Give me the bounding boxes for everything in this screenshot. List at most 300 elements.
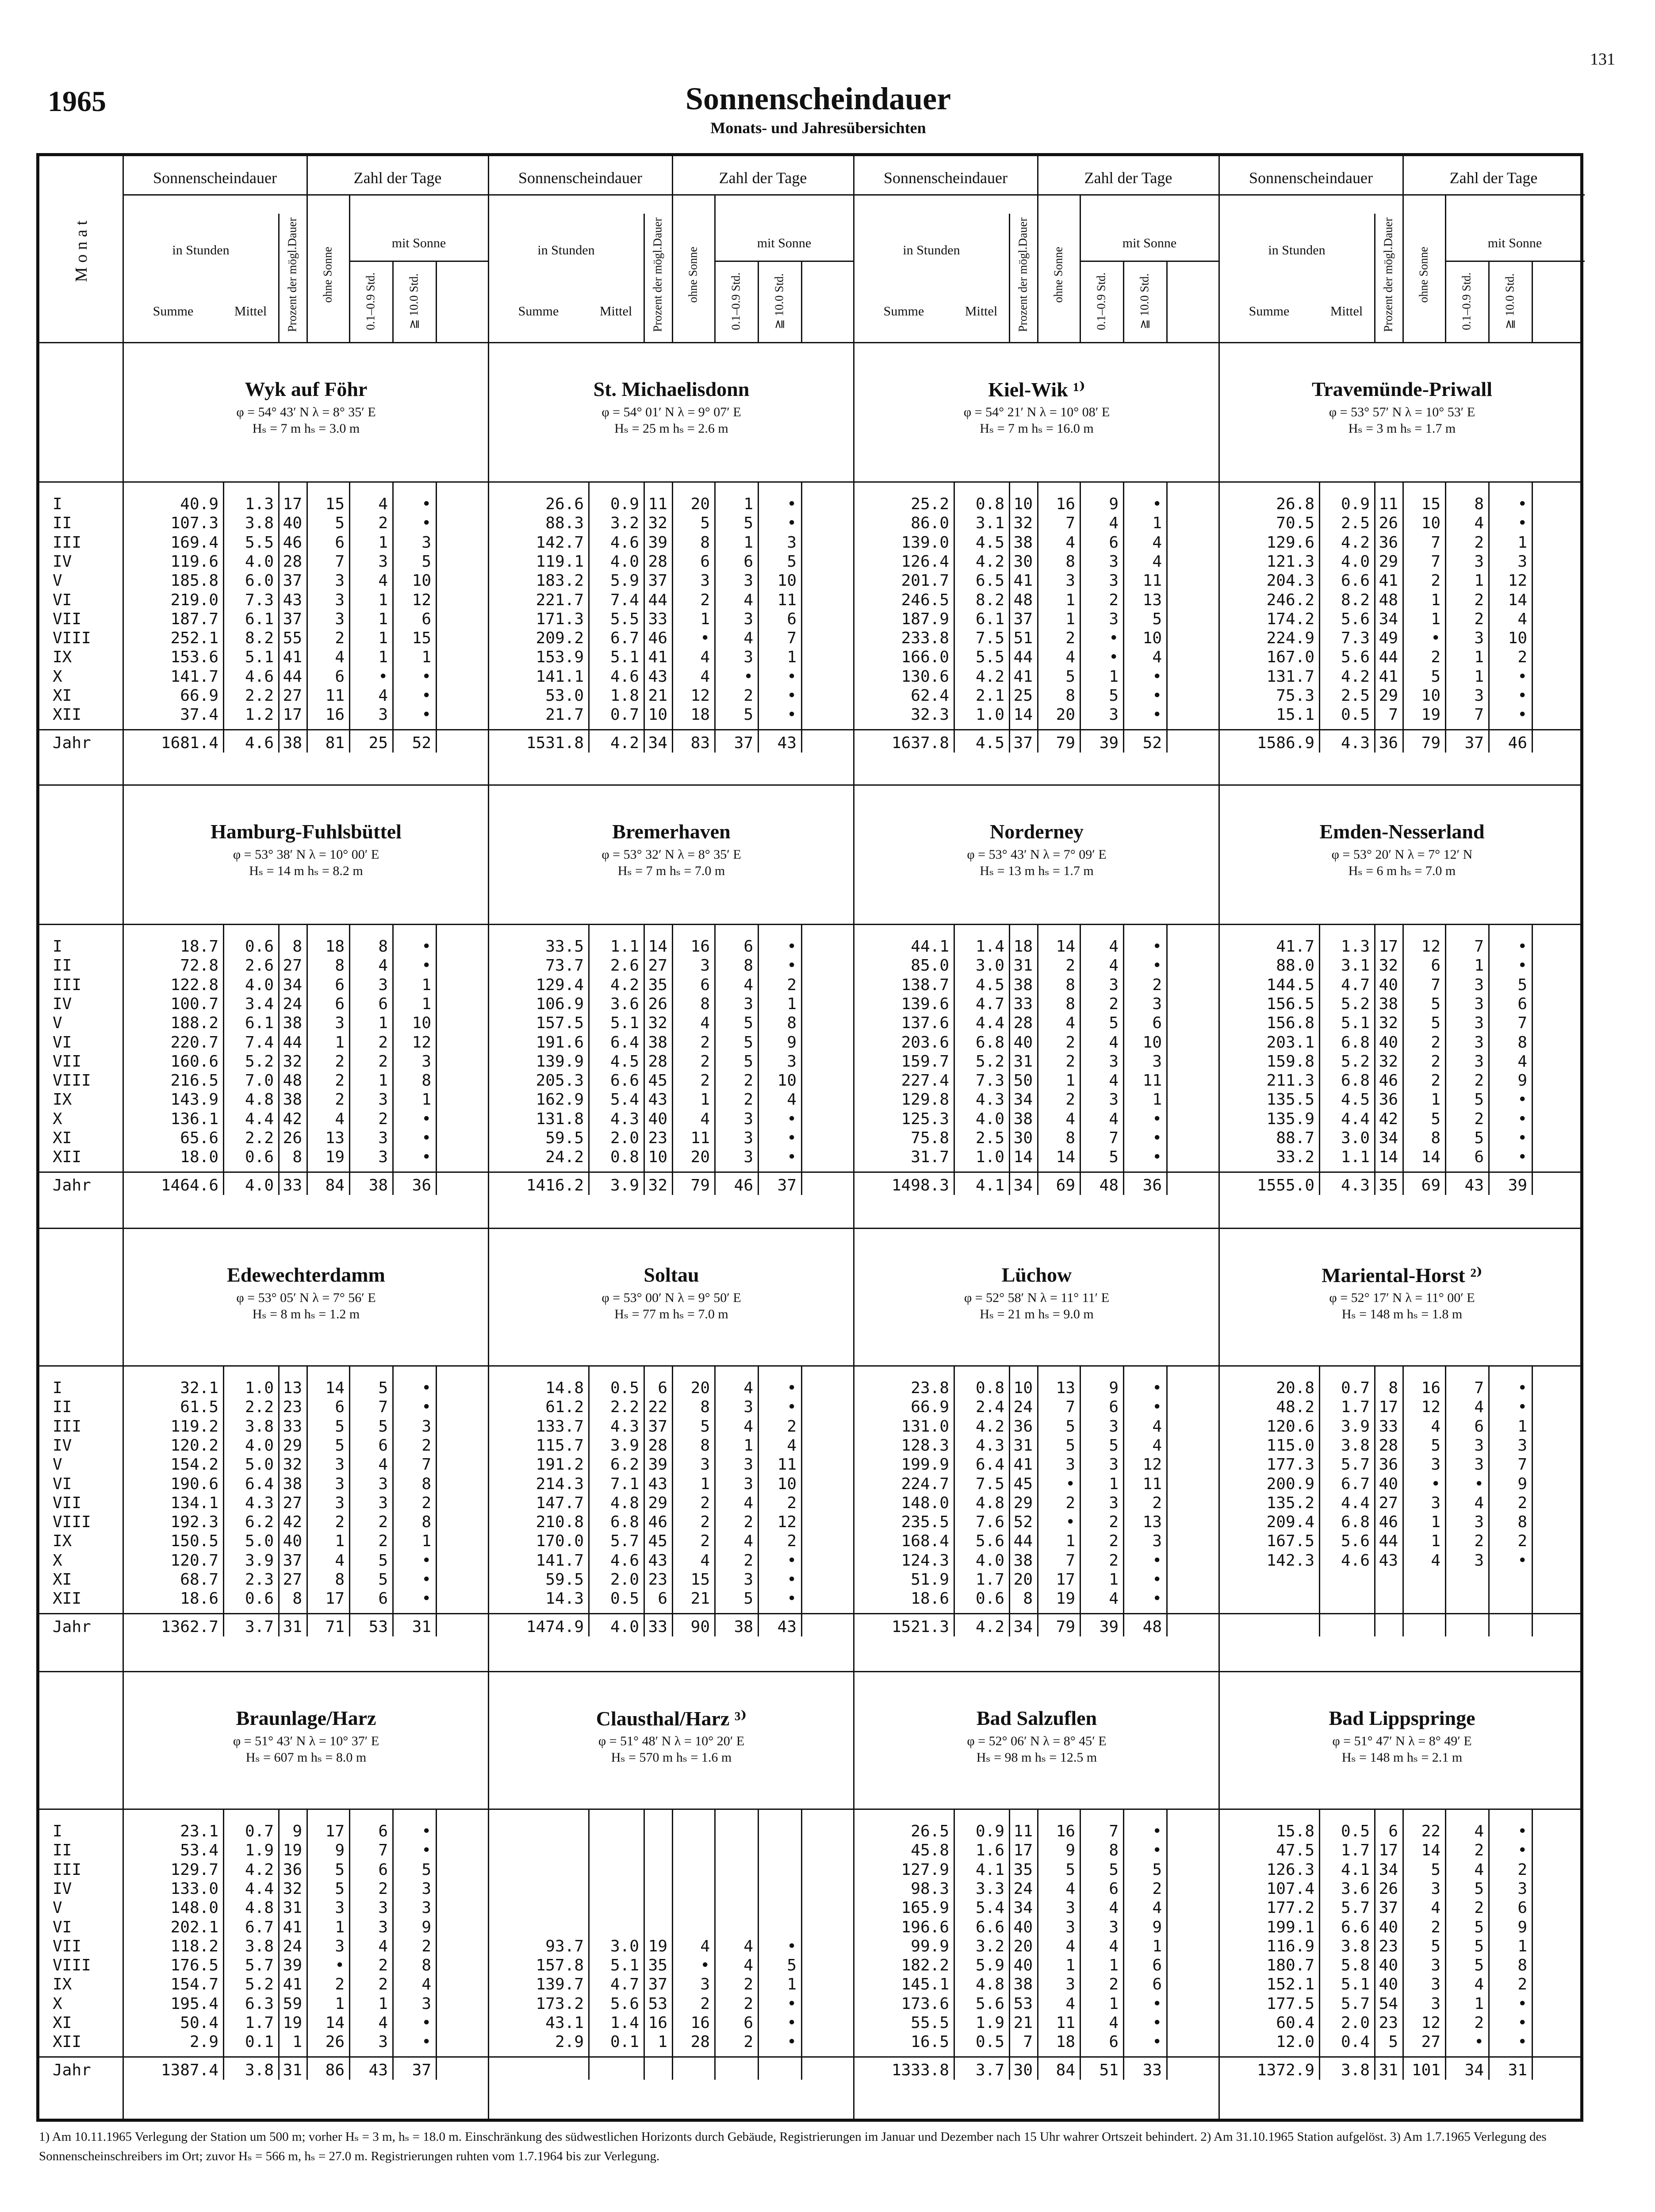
cell-value: 4 [743, 1956, 753, 1975]
cell-value: 27 [1379, 1494, 1398, 1512]
header-mit-sonne: mit Sonne [1122, 236, 1177, 250]
cell-value: 10 [1421, 514, 1440, 533]
cell-value: 48 [283, 1071, 302, 1090]
cell-value: • [1152, 1110, 1162, 1128]
month-label: II [53, 1841, 72, 1860]
header-mittel: Mittel [1330, 304, 1363, 319]
month-label: V [53, 1899, 62, 1917]
cell-value: 3 [335, 1937, 345, 1955]
station-name: Bremerhaven [612, 820, 731, 843]
jahr-value: 3.8 [1341, 2061, 1370, 2079]
cell-value: 5 [1065, 1417, 1075, 1436]
jahr-value: 30 [1013, 2061, 1033, 2079]
cell-value: 3.8 [245, 514, 274, 533]
cell-value: 4.8 [245, 1091, 274, 1109]
cell-value: 5 [378, 1417, 388, 1436]
jahr-value: 25 [368, 733, 388, 752]
month-label: III [53, 533, 82, 552]
cell-value: 5.6 [1341, 648, 1370, 667]
cell-value: 38 [648, 1033, 667, 1052]
month-label: III [53, 1417, 82, 1436]
cell-value: 7.1 [610, 1475, 639, 1493]
station-coordinates: φ = 53° 20′ N λ = 7° 12′ N [1331, 847, 1473, 862]
cell-value: 42 [283, 1110, 302, 1128]
page-number: 131 [1590, 50, 1615, 69]
cell-value: 2 [335, 1071, 345, 1090]
cell-value: 20 [690, 1379, 710, 1397]
month-label: II [53, 956, 72, 975]
cell-value: 2 [335, 1513, 345, 1532]
jahr-value: 1586.9 [1257, 733, 1314, 752]
month-label: VI [53, 1475, 72, 1493]
cell-value: 3.2 [975, 1937, 1004, 1955]
jahr-value: 1387.4 [161, 2061, 218, 2079]
cell-value: 59.5 [545, 1129, 584, 1147]
jahr-value: 101 [1411, 2061, 1440, 2079]
cell-value: • [787, 956, 797, 975]
cell-value: 51.9 [911, 1571, 949, 1589]
jahr-value: 43 [1464, 1176, 1484, 1194]
cell-value: 26 [1379, 514, 1398, 533]
cell-value: 4.0 [610, 552, 639, 571]
cell-value: • [787, 1129, 797, 1147]
jahr-value: 4.6 [245, 733, 274, 752]
station-name: Hamburg-Fuhlsbüttel [211, 820, 402, 843]
cell-value: 14 [1056, 937, 1075, 956]
cell-value: 0.9 [1341, 495, 1370, 513]
jahr-line [39, 1171, 1580, 1173]
cell-value: 3 [700, 1455, 710, 1474]
header-sub-h [349, 261, 489, 262]
station-coordinates: φ = 53° 57′ N λ = 10° 53′ E [1329, 405, 1475, 419]
cell-value: 2 [378, 1513, 388, 1532]
cell-value: 18.7 [180, 937, 218, 956]
cell-value: 4 [1065, 1937, 1075, 1955]
cell-value: • [787, 2033, 797, 2051]
cell-value: • [787, 706, 797, 724]
cell-value: • [787, 1379, 797, 1397]
cell-value: 46 [648, 629, 667, 648]
jahr-value: 34 [1464, 2061, 1484, 2079]
cell-value: 4 [1474, 1822, 1484, 1840]
cell-value: 2.9 [189, 2033, 218, 2051]
cell-value: 6 [378, 995, 388, 1013]
cell-value: 0.8 [975, 495, 1004, 513]
cell-value: 5 [1431, 1436, 1440, 1455]
cell-value: • [787, 937, 797, 956]
cell-value: 3.1 [1341, 956, 1370, 975]
jahr-value: 36 [1142, 1176, 1162, 1194]
cell-value: 36 [1013, 1417, 1033, 1436]
cell-value: 3 [1109, 706, 1119, 724]
jahr-value: 1498.3 [891, 1176, 949, 1194]
cell-value: • [787, 687, 797, 705]
cell-value: 10 [648, 1148, 667, 1167]
cell-value: 4 [743, 1494, 753, 1512]
cell-value: 41 [283, 1975, 302, 1994]
cell-value: 4 [1152, 1436, 1162, 1455]
cell-value: 36 [1379, 1091, 1398, 1109]
station-coordinates: φ = 54° 01′ N λ = 9° 07′ E [601, 405, 741, 419]
cell-value: 5 [1517, 975, 1527, 994]
cell-value: 18.6 [911, 1590, 949, 1608]
cell-value: 5 [1474, 1937, 1484, 1955]
cell-value: 133.0 [170, 1879, 218, 1898]
cell-value: 1 [1431, 1091, 1440, 1109]
jahr-value: 31 [412, 1617, 431, 1636]
cell-value: 7.5 [975, 629, 1004, 648]
jahr-line [39, 1613, 1580, 1614]
cell-value: 5 [378, 1379, 388, 1397]
cell-value: 0.9 [610, 495, 639, 513]
cell-value: 3 [1065, 1455, 1075, 1474]
cell-value: 3 [1474, 1052, 1484, 1071]
cell-value: 2.4 [975, 1398, 1004, 1417]
cell-value: 4.2 [245, 1860, 274, 1879]
cell-value: 26.8 [1276, 495, 1314, 513]
cell-value: 4 [1474, 1860, 1484, 1879]
header-sub-line [644, 214, 645, 342]
cell-value: 4 [378, 495, 388, 513]
header-zahl-der-tage: Zahl der Tage [353, 169, 442, 187]
cell-value: 4 [1152, 1417, 1162, 1436]
cell-value: 1 [378, 1071, 388, 1090]
cell-value: 1 [378, 1014, 388, 1033]
cell-value: 0.7 [245, 1822, 274, 1840]
header-sub-line [1166, 261, 1168, 342]
cell-value: 66.9 [180, 687, 218, 705]
cell-value: 17 [325, 1822, 345, 1840]
cell-value: 11 [777, 591, 797, 609]
cell-value: 4.0 [975, 1551, 1004, 1570]
cell-value: 13 [283, 1379, 302, 1397]
cell-value: 129.8 [901, 1091, 949, 1109]
cell-value: 148.0 [901, 1494, 949, 1512]
cell-value: • [1517, 1379, 1527, 1397]
cell-value: 3 [1474, 1513, 1484, 1532]
cell-value: 8 [1388, 1379, 1398, 1397]
cell-value: 5.1 [245, 648, 274, 667]
cell-value: 40 [1013, 1918, 1033, 1936]
cell-value: 16.5 [911, 2033, 949, 2051]
cell-value: 10 [412, 1014, 431, 1033]
cell-value: 37 [648, 1975, 667, 1994]
station-name: Wyk auf Föhr [245, 378, 368, 400]
month-label: IX [53, 1532, 72, 1551]
cell-value: 6 [421, 610, 431, 628]
cell-value: 5.2 [1341, 995, 1370, 1013]
jahr-value: 79 [1421, 733, 1440, 752]
cell-value: 5.6 [1341, 1532, 1370, 1551]
cell-value: • [1152, 2033, 1162, 2051]
cell-value: 6 [1109, 533, 1119, 552]
cell-value: 4.8 [975, 1975, 1004, 1994]
jahr-value: 36 [412, 1176, 431, 1194]
cell-value: 26.5 [911, 1822, 949, 1840]
cell-value: • [1152, 1148, 1162, 1167]
cell-value: 4.4 [1341, 1494, 1370, 1512]
cell-value: 27 [648, 956, 667, 975]
cell-value: 137.6 [901, 1014, 949, 1033]
cell-value: 6 [335, 1398, 345, 1417]
cell-value: 4 [1109, 1590, 1119, 1608]
cell-value: 1 [1431, 610, 1440, 628]
cell-value: 41 [1013, 1455, 1033, 1474]
jahr-value: 69 [1056, 1176, 1075, 1194]
cell-value: 7 [378, 1398, 388, 1417]
header-sonnenscheindauer: Sonnenscheindauer [1249, 169, 1373, 187]
cell-value: 44 [648, 591, 667, 609]
cell-value: 5 [1152, 1860, 1162, 1879]
station-coordinates: φ = 51° 43′ N λ = 10° 37′ E [233, 1734, 379, 1748]
cell-value: 23 [648, 1129, 667, 1147]
cell-value: 4 [1109, 1033, 1119, 1052]
cell-value: • [1431, 629, 1440, 648]
cell-value: 33 [1379, 1417, 1398, 1436]
cell-value: 5 [700, 514, 710, 533]
cell-value: 6 [1517, 1899, 1527, 1917]
jahr-value: 69 [1421, 1176, 1440, 1194]
cell-value: 1 [421, 1532, 431, 1551]
jahr-value: 84 [1056, 2061, 1075, 2079]
cell-value: 4 [700, 1110, 710, 1128]
station-name: Norderney [989, 820, 1084, 843]
header-mittel: Mittel [234, 304, 267, 319]
jahr-value: 4.3 [1341, 733, 1370, 752]
cell-value: 2 [1474, 533, 1484, 552]
cell-value: 139.0 [901, 533, 949, 552]
cell-value: 41 [283, 648, 302, 667]
cell-value: 0.6 [245, 1590, 274, 1608]
cell-value: 3 [1065, 1899, 1075, 1917]
station-coordinates: φ = 51° 48′ N λ = 10° 20′ E [598, 1734, 745, 1748]
header-sub-line [1488, 261, 1490, 342]
cell-value: 13 [1056, 1379, 1075, 1397]
cell-value: 4 [1109, 1937, 1119, 1955]
cell-value: 1 [1152, 1937, 1162, 1955]
cell-value: 16 [1056, 1822, 1075, 1840]
cell-value: 17 [1379, 1398, 1398, 1417]
cell-value: 10 [777, 572, 797, 590]
cell-value: • [1152, 1822, 1162, 1840]
cell-value: 1 [335, 1033, 345, 1052]
cell-value: 210.8 [536, 1513, 584, 1532]
cell-value: • [421, 1571, 431, 1589]
header-sub-line [1080, 194, 1081, 342]
cell-value: 25 [1013, 687, 1033, 705]
cell-value: 4.3 [610, 1110, 639, 1128]
jahr-value: 48 [1099, 1176, 1119, 1194]
cell-value: 21 [1013, 2014, 1033, 2032]
cell-value: 6.6 [975, 1918, 1004, 1936]
cell-value: 2.0 [610, 1571, 639, 1589]
cell-value: 13 [1142, 591, 1162, 609]
cell-value: 1 [700, 1091, 710, 1109]
cell-value: 152.1 [1266, 1975, 1314, 1994]
cell-value: 5.2 [975, 1052, 1004, 1071]
cell-value: • [1152, 956, 1162, 975]
cell-value: 2 [1517, 1975, 1527, 1994]
cell-value: 6.4 [245, 1475, 274, 1493]
cell-value: 1 [1431, 1513, 1440, 1532]
cell-value: 14 [1379, 1148, 1398, 1167]
cell-value: 3 [335, 1014, 345, 1033]
cell-value: 0.7 [1341, 1379, 1370, 1397]
cell-value: 9 [1152, 1918, 1162, 1936]
cell-value: 153.9 [536, 648, 584, 667]
cell-value: • [421, 956, 431, 975]
cell-value: 44 [1379, 648, 1398, 667]
jahr-value: 1372.9 [1257, 2061, 1314, 2079]
jahr-value: 4.3 [1341, 1176, 1370, 1194]
cell-value: • [421, 2014, 431, 2032]
cell-value: 4.6 [610, 533, 639, 552]
cell-value: 4 [378, 1937, 388, 1955]
cell-value: 40 [1379, 1475, 1398, 1493]
cell-value: 14 [1013, 706, 1033, 724]
cell-value: 127.9 [901, 1860, 949, 1879]
cell-value: 5.0 [245, 1455, 274, 1474]
cell-value: 23.1 [180, 1822, 218, 1840]
cell-value: 3.2 [610, 514, 639, 533]
cell-value: • [1152, 495, 1162, 513]
cell-value: 20 [690, 1148, 710, 1167]
cell-value: 6 [1474, 1417, 1484, 1436]
cell-value: 4.5 [1341, 1091, 1370, 1109]
cell-value: • [1152, 667, 1162, 686]
header-std-low: 0.1–0.9 Std. [729, 272, 743, 330]
station-heights: Hₛ = 6 m hₛ = 7.0 m [1348, 864, 1456, 878]
cell-value: 14 [325, 1379, 345, 1397]
cell-value: • [1152, 2014, 1162, 2032]
jahr-value: 79 [690, 1176, 710, 1194]
header-bottom-line [39, 342, 1580, 343]
jahr-value: 33 [283, 1176, 302, 1194]
cell-value: 119.2 [170, 1417, 218, 1436]
cell-value: 1 [1152, 1091, 1162, 1109]
cell-value: 2 [378, 1110, 388, 1128]
band-data-line [39, 1365, 1580, 1367]
cell-value: 3.8 [1341, 1436, 1370, 1455]
cell-value: 5.7 [245, 1956, 274, 1975]
cell-value: 8.2 [1341, 591, 1370, 609]
cell-value: 3 [378, 975, 388, 994]
cell-value: 4.2 [1341, 533, 1370, 552]
cell-value: 1 [1109, 667, 1119, 686]
cell-value: 203.1 [1266, 1033, 1314, 1052]
cell-value: 10 [648, 706, 667, 724]
cell-value: 4.4 [975, 1014, 1004, 1033]
cell-value: 17 [283, 495, 302, 513]
cell-value: • [787, 1571, 797, 1589]
cell-value: 4 [1474, 514, 1484, 533]
band-line [39, 1671, 1580, 1672]
cell-value: • [700, 1956, 710, 1975]
cell-value: 6.6 [610, 1071, 639, 1090]
cell-value: 2 [1152, 1494, 1162, 1512]
cell-value: 2.5 [1341, 514, 1370, 533]
month-label: VI [53, 1918, 72, 1936]
cell-value: 30 [1013, 552, 1033, 571]
cell-value: 3 [378, 1091, 388, 1109]
cell-value: 196.6 [901, 1918, 949, 1936]
cell-value: 6 [743, 937, 753, 956]
cell-value: 0.8 [610, 1148, 639, 1167]
cell-value: 10 [1013, 1379, 1033, 1397]
cell-value: 4 [1431, 1899, 1440, 1917]
cell-value: 3 [1152, 995, 1162, 1013]
cell-value: 0.6 [245, 1148, 274, 1167]
cell-value: 7 [1431, 552, 1440, 571]
cell-value: 195.4 [170, 1994, 218, 2013]
cell-value: 5 [1109, 1860, 1119, 1879]
cell-value: 2.2 [245, 1398, 274, 1417]
cell-value: 6 [787, 610, 797, 628]
cell-value: 3.4 [245, 995, 274, 1013]
cell-value: 2.2 [610, 1398, 639, 1417]
cell-value: 2 [1065, 1091, 1075, 1109]
cell-value: 3 [335, 1475, 345, 1493]
cell-value: 0.7 [610, 706, 639, 724]
cell-value: 148.0 [170, 1899, 218, 1917]
cell-value: 5 [1474, 1879, 1484, 1898]
cell-value: 43 [648, 1475, 667, 1493]
cell-value: 5 [1474, 1918, 1484, 1936]
cell-value: 3 [743, 648, 753, 667]
cell-value: 2 [1431, 1071, 1440, 1090]
cell-value: 6 [1388, 1822, 1398, 1840]
cell-value: 135.2 [1266, 1494, 1314, 1512]
cell-value: 3 [1065, 572, 1075, 590]
cell-value: 37 [1379, 1899, 1398, 1917]
cell-value: 34 [1013, 1091, 1033, 1109]
cell-value: 3 [787, 533, 797, 552]
cell-value: 43 [648, 1551, 667, 1570]
month-label: I [53, 1379, 62, 1397]
cell-value: 34 [1379, 1129, 1398, 1147]
cell-value: 8 [1065, 552, 1075, 571]
cell-value: 5 [1431, 1014, 1440, 1033]
cell-value: 43 [648, 667, 667, 686]
cell-value: 8 [1474, 495, 1484, 513]
cell-value: 187.7 [170, 610, 218, 628]
cell-value: 5 [1431, 667, 1440, 686]
cell-value: 143.9 [170, 1091, 218, 1109]
cell-value: 2 [700, 591, 710, 609]
cell-value: 5 [335, 1860, 345, 1879]
jahr-value: 4.1 [975, 1176, 1004, 1194]
cell-value: 7 [378, 1841, 388, 1860]
jahr-value: 1464.6 [161, 1176, 218, 1194]
cell-value: 1 [787, 995, 797, 1013]
jahr-value: 1531.8 [526, 733, 584, 752]
cell-value: 135.9 [1266, 1110, 1314, 1128]
jahr-value: 33 [1142, 2061, 1162, 2079]
cell-value: 4.4 [245, 1110, 274, 1128]
cell-value: 2 [1109, 1532, 1119, 1551]
header-row-line [854, 194, 1219, 196]
cell-value: • [1517, 1551, 1527, 1570]
cell-value: 1 [335, 1532, 345, 1551]
jahr-value: 4.2 [610, 733, 639, 752]
jahr-value: 31 [283, 2061, 302, 2079]
cell-value: • [1109, 648, 1119, 667]
cell-value: 5 [1431, 995, 1440, 1013]
month-label: IV [53, 1879, 72, 1898]
cell-value: • [421, 514, 431, 533]
cell-value: 5 [335, 1879, 345, 1898]
cell-value: 19 [1421, 706, 1440, 724]
